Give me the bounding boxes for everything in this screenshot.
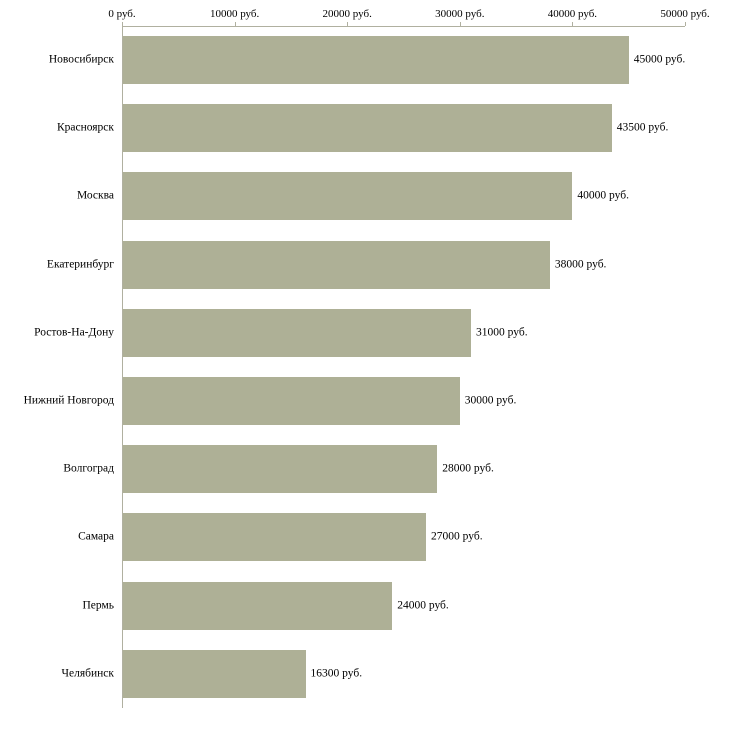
x-tick-label: 30000 руб. <box>435 8 485 20</box>
bar-value-label: 38000 руб. <box>554 258 607 271</box>
category-label: Екатеринбург <box>46 258 114 271</box>
category-label: Самара <box>78 530 114 543</box>
bar-row <box>0 231 730 299</box>
bar-row <box>0 94 730 162</box>
bar <box>123 582 392 630</box>
category-label: Волгоград <box>63 462 114 475</box>
category-label: Пермь <box>82 599 114 612</box>
bar <box>123 513 426 561</box>
bar-value-label: 24000 руб. <box>397 599 449 612</box>
bar <box>123 241 550 289</box>
category-label: Челябинск <box>61 667 114 680</box>
category-label: Ростов-На-Дону <box>34 326 114 339</box>
bar <box>123 377 460 425</box>
bar-row <box>0 435 730 503</box>
bar-value-label: 45000 руб. <box>633 53 686 66</box>
bar-row <box>0 299 730 367</box>
bar <box>123 445 437 493</box>
bar-value-label: 16300 руб. <box>310 667 363 680</box>
x-tick-label: 20000 руб. <box>322 8 372 20</box>
category-label: Москва <box>76 189 114 202</box>
category-label: Новосибирск <box>48 53 114 66</box>
category-label: Красноярск <box>56 121 114 134</box>
x-tick-label: 0 руб. <box>108 8 136 20</box>
x-tick-label: 10000 руб. <box>209 8 260 20</box>
bar-row <box>0 640 730 708</box>
bar-value-label: 40000 руб. <box>577 189 629 202</box>
bar-row <box>0 162 730 230</box>
bar <box>123 172 572 220</box>
bar-row <box>0 572 730 640</box>
bar-row <box>0 26 730 94</box>
bar-value-label: 27000 руб. <box>431 530 483 543</box>
x-tick-label: 50000 руб. <box>660 8 710 20</box>
category-label: Нижний Новгород <box>23 394 114 407</box>
bar <box>123 309 471 357</box>
bar-value-label: 31000 руб. <box>476 326 528 339</box>
bar <box>123 650 306 698</box>
bar-row <box>0 503 730 571</box>
bar-value-label: 28000 руб. <box>442 462 494 475</box>
bar <box>123 36 629 84</box>
bar-value-label: 43500 руб. <box>616 121 669 134</box>
bar <box>123 104 612 152</box>
x-tick-label: 40000 руб. <box>547 8 598 20</box>
bar-row <box>0 367 730 435</box>
bar-value-label: 30000 руб. <box>464 394 517 407</box>
